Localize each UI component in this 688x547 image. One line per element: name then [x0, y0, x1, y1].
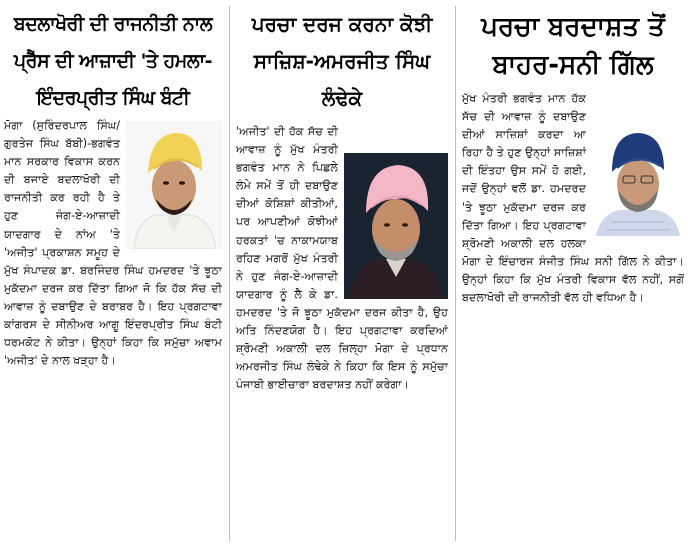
body-text-sunny-gill: ਮੁੱਖ ਮੰਤਰੀ ਭਗਵੰਤ ਮਾਨ ਹੱਕ ਸੱਚ ਦੀ ਆਵਾਜ਼ ਨੂੰ ਦਬਾਉਣ ਦੀਆਂ ਸਾਜ਼ਿਸ਼ਾਂ ਕਰਦਾ ਆ ਰਿਹਾ ਹੈ ਤੇ ਹੁਣ ਉਨ੍ਹਾਂ ਸਾਜ਼ਿਸ਼ਾਂ ਦੀ ਇੰਤਹਾ ਉਸ ਸਮੇਂ ਹੋ ਗਈ, ਜਦੋਂ ਉਨ੍ਹਾਂ ਵਲੋਂ ਡਾ. ਹਮਦਰਦ 'ਤੇ ਝੂਠਾ ਮੁਕੱਦਮਾ ਦਰਜ ਕਰ ਦਿੱਤਾ ਗਿਆ। ਇਹ ਪ੍ਰਗਟਾਵਾ ਸ਼੍ਰੋਮਣੀ ਅਕਾਲੀ ਦਲ ਹਲਕਾ ਮੋਗਾ ਦੇ ਇੰਚਾਰਜ ਸੰਜੀਤ ਸਿੰਘ ਸਨੀ ਗਿੱਲ ਨੇ ਕੀਤਾ। ਉਨ੍ਹਾਂ ਕਿਹਾ ਕਿ ਮੁੱਖ ਮੰਤਰੀ ਵਿਕਾਸ ਵੱਲ ਨਹੀਂ, ਸਗੋਂ ਬਦਲਾਖੋਰੀ ਦੀ ਰਾਜਨੀਤੀ ਵੱਲ ਹੀ ਵਧਿਆ ਹੈ। — [462, 92, 684, 305]
article-body-bunty — [4, 117, 222, 370]
headline-landheke: ਪਰਚਾ ਦਰਜ ਕਰਨਾ ਕੋਝੀ ਸਾਜ਼ਿਸ਼-ਅਮਰਜੀਤ ਸਿੰਘ ਲੰਢੇਕੇ — [251, 12, 433, 110]
body-text-bunty: ਭਗਵੰਤ ਮਾਨ ਸਰਕਾਰ ਵਿਕਾਸ ਕਰਨ ਦੀ ਬਜਾਏ ਬਦਲਾਖੋਰੀ ਦੀ ਰਾਜਨੀਤੀ ਕਰ ਰਹੀ ਹੈ ਤੇ ਹੁਣ ਜੰਗ-ਏ-ਆਜ਼ਾਦੀ ਯਾਦਗਾਰ ਦੇ ਨਾਂਅ 'ਤੇ 'ਅਜੀਤ' ਪ੍ਰਕਾਸ਼ਨ ਸਮੂਹ ਦੇ ਮੁੱਖ ਸੰਪਾਦਕ ਡਾ. ਬਰਜਿੰਦਰ ਸਿੰਘ ਹਮਦਰਦ 'ਤੇ ਝੂਠਾ ਮੁਕੱਦਮਾ ਦਰਜ ਕਰ ਦਿੱਤਾ ਗਿਆ ਜੋ ਕਿ ਹੱਕ ਸੱਚ ਦੀ ਆਵਾਜ਼ ਨੂੰ ਦਬਾਉਣ ਦੇ ਬਰਾਬਰ ਹੈ। ਇਹ ਪ੍ਰਗਟਾਵਾ ਕਾਂਗਰਸ ਦੇ ਸੀਨੀਅਰ ਆਗੂ ਇੰਦਰਪ੍ਰੀਤ ਸਿੰਘ ਬੰਟੀ ਧਰਮਕੋਟ ਨੇ ਕੀਤਾ। ਉਨ੍ਹਾਂ ਕਿਹਾ ਕਿ ਸਮੁੱਚਾ ਅਵਾਮ 'ਅਜੀਤ' ਦੇ ਨਾਲ ਖੜ੍ਹਾ ਹੈ। — [4, 137, 222, 368]
photo-amarjit-singh-landheke — [344, 153, 448, 299]
photo-sanjit-singh-sunny-gill — [592, 124, 684, 236]
article-sunny-gill — [462, 0, 684, 547]
article-body-sunny-gill — [462, 90, 684, 307]
dateline-bunty: ਮੋਗਾ (ਸੁਰਿੰਦਰਪਾਲ ਸਿੰਘ/ਗੁਰਤੇਜ ਸਿੰਘ ਬੱਬੀ)- — [4, 119, 120, 151]
column-divider-1 — [229, 6, 230, 541]
article-bunty — [4, 0, 222, 547]
headline-bunty: ਬਦਲਾਖੋਰੀ ਦੀ ਰਾਜਨੀਤੀ ਨਾਲ ਪ੍ਰੈੱਸ ਦੀ ਆਜ਼ਾਦੀ 'ਤੇ ਹਮਲਾ- ਇੰਦਰਪ੍ਰੀਤ ਸਿੰਘ ਬੰਟੀ — [13, 13, 213, 109]
photo-inderpreet-singh-bunty — [126, 121, 222, 249]
headline-sunny-gill: ਪਰਚਾ ਬਰਦਾਸ਼ਤ ਤੋਂ ਬਾਹਰ-ਸਨੀ ਗਿੱਲ — [481, 12, 665, 80]
column-divider-2 — [455, 6, 456, 541]
article-body-landheke — [236, 123, 448, 394]
body-text-landheke: 'ਅਜੀਤ' ਦੀ ਹੱਕ ਸੱਚ ਦੀ ਆਵਾਜ਼ ਨੂੰ ਮੁੱਖ ਮੰਤਰੀ ਭਗਵੰਤ ਮਾਨ ਨੇ ਪਿਛਲੇ ਲੰਮੇ ਸਮੇਂ ਤੋਂ ਹੀ ਦਬਾਉਣ ਦੀਆਂ ਕੋਸ਼ਿਸ਼ਾਂ ਕੀਤੀਆਂ, ਪਰ ਆਪਣੀਆਂ ਕੋਝੀਆਂ ਹਰਕਤਾਂ 'ਚ ਨਾਕਾਮਯਾਬ ਰਹਿਣ ਮਗਰੋਂ ਮੁੱਖ ਮੰਤਰੀ ਨੇ ਹੁਣ ਜੰਗ-ਏ-ਆਜ਼ਾਦੀ ਯਾਦਗਾਰ ਨੂੰ ਲੈ ਕੇ ਡਾ. ਹਮਦਰਦ 'ਤੇ ਜੋ ਝੂਠਾ ਮੁਕੱਦਮਾ ਦਰਜ ਕੀਤਾ ਹੈ, ਉਹ ਅਤਿ ਨਿੰਦਣਯੋਗ ਹੈ। ਇਹ ਪ੍ਰਗਟਾਵਾ ਕਰਦਿਆਂ ਸ਼੍ਰੋਮਣੀ ਅਕਾਲੀ ਦਲ ਜ਼ਿਲ੍ਹਾ ਮੋਗਾ ਦੇ ਪ੍ਰਧਾਨ ਅਮਰਜੀਤ ਸਿੰਘ ਲੰਢੇਕੇ ਨੇ ਕਿਹਾ ਕਿ ਇਸ ਨੂੰ ਸਮੁੱਚਾ ਪੰਜਾਬੀ ਭਾਈਚਾਰਾ ਬਰਦਾਸ਼ਤ ਨਹੀਂ ਕਰੇਗਾ। — [236, 125, 448, 392]
article-landheke — [236, 0, 448, 547]
